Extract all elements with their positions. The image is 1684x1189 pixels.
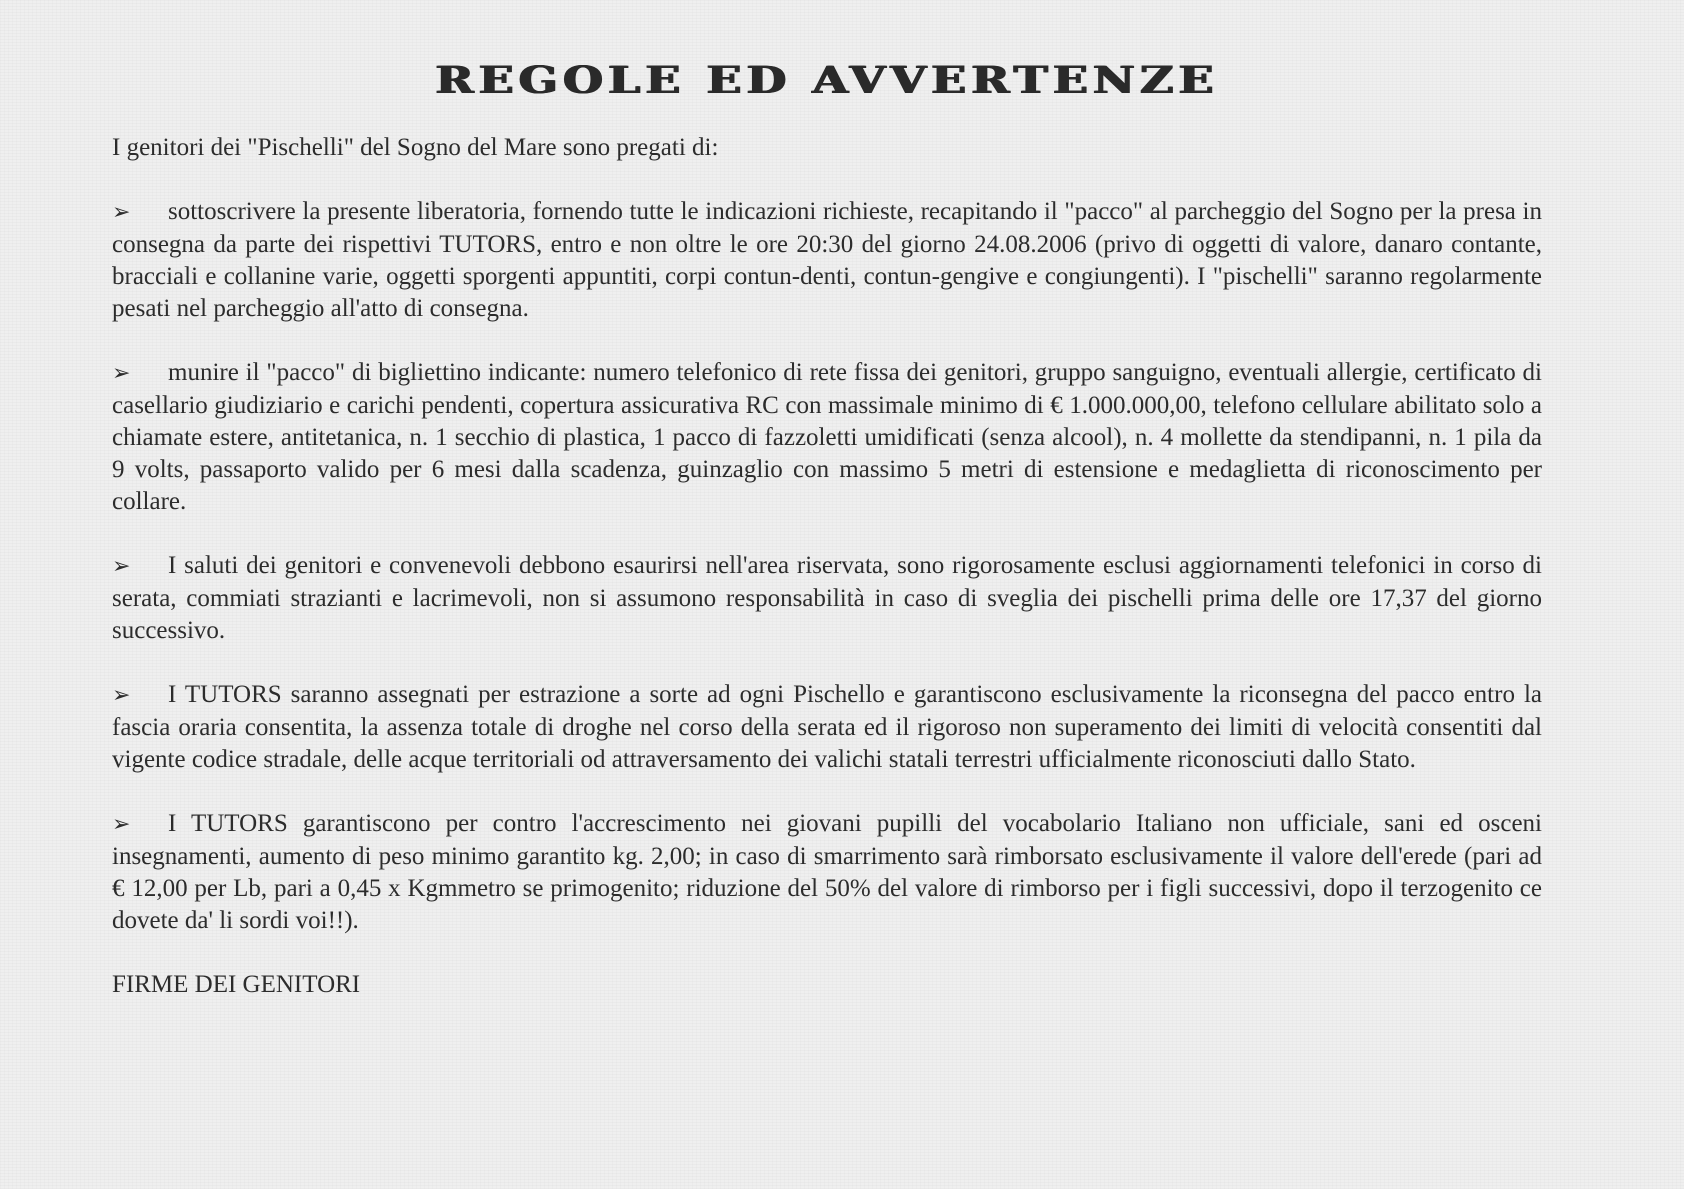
arrow-bullet-icon: ➢ <box>112 812 131 837</box>
rule-text: I TUTORS saranno assegnati per estrazione a sorte ad ogni Pischello e garantiscono esclusivamente la riconsegna del pacco entro la fascia oraria consentita, la assenza totale di droghe nel corso della serata ed il rigoroso non superamento dei limiti di velocità consentiti dal vigente codice stradale, delle acque territoriali od attraversamento dei valichi statali terrestri ufficialmente riconosciuti dallo Stato. <box>112 681 1542 773</box>
rule-item <box>112 550 1542 647</box>
signature-label: FIRME DEI GENITORI <box>112 971 361 998</box>
arrow-bullet-icon: ➢ <box>112 683 131 708</box>
rule-item <box>112 196 1542 325</box>
rule-item <box>112 357 1542 518</box>
rule-text: munire il "pacco" di bigliettino indicante: numero telefonico di rete fissa dei genitori, gruppo sanguigno, eventuali allergie, certificato di casellario giudiziario e carichi pendenti, copertura assicurativa RC con massimale minimo di € 1.000.000,00, telefono cellulare abilitato solo a chiamate estere, antitetanica, n. 1 secchio di plastica, 1 pacco di fazzoletti umidificati (senza alcool), n. 4 mollette da stendipanni, n. 1 pila da 9 volts, passaporto valido per 6 mesi dalla scadenza, guinzaglio con massimo 5 metri di estensione e medaglietta di riconoscimento per collare. <box>112 359 1542 515</box>
page-title: REGOLE ED AVVERTENZE <box>435 57 1219 103</box>
intro-text: I genitori dei "Pischelli" del Sogno del Mare sono pregati di: <box>112 134 719 161</box>
document-body <box>112 50 1542 1001</box>
arrow-bullet-icon: ➢ <box>112 200 131 225</box>
rule-text: I saluti dei genitori e convenevoli debbono esaurirsi nell'area riservata, sono rigorosamente esclusi aggiornamenti telefonici in corso di serata, commiati strazianti e lacrimevoli, non si assumono responsabilità in caso di sveglia dei pischelli prima delle ore 17,37 del giorno successivo. <box>112 552 1542 644</box>
rule-item <box>112 679 1542 776</box>
arrow-bullet-icon: ➢ <box>112 554 131 579</box>
arrow-bullet-icon: ➢ <box>112 361 131 386</box>
rule-item <box>112 808 1542 937</box>
rule-text: I TUTORS garantiscono per contro l'accrescimento nei giovani pupilli del vocabolario Italiano non ufficiale, sani ed osceni insegnamenti, aumento di peso minimo garantito kg. 2,00; in caso di smarrimento sarà rimborsato esclusivamente il valore dell'erede (pari ad € 12,00 per Lb, pari a 0,45 x Kgmmetro se primogenito; riduzione del 50% del valore di rimborso per i figli successivi, dopo il terzogenito ce dovete da' li sordi voi!!). <box>112 810 1542 934</box>
rule-text: sottoscrivere la presente liberatoria, fornendo tutte le indicazioni richieste, recapitando il "pacco" al parcheggio del Sogno per la presa in consegna da parte dei rispettivi TUTORS, entro e non oltre le ore 20:30 del giorno 24.08.2006 (privo di oggetti di valore, danaro contante, bracciali e collanine varie, oggetti sporgenti appuntiti, corpi contun-denti, contun-gengive e congiungenti). I "pischelli" saranno regolarmente pesati nel parcheggio all'atto di consegna. <box>112 198 1542 322</box>
